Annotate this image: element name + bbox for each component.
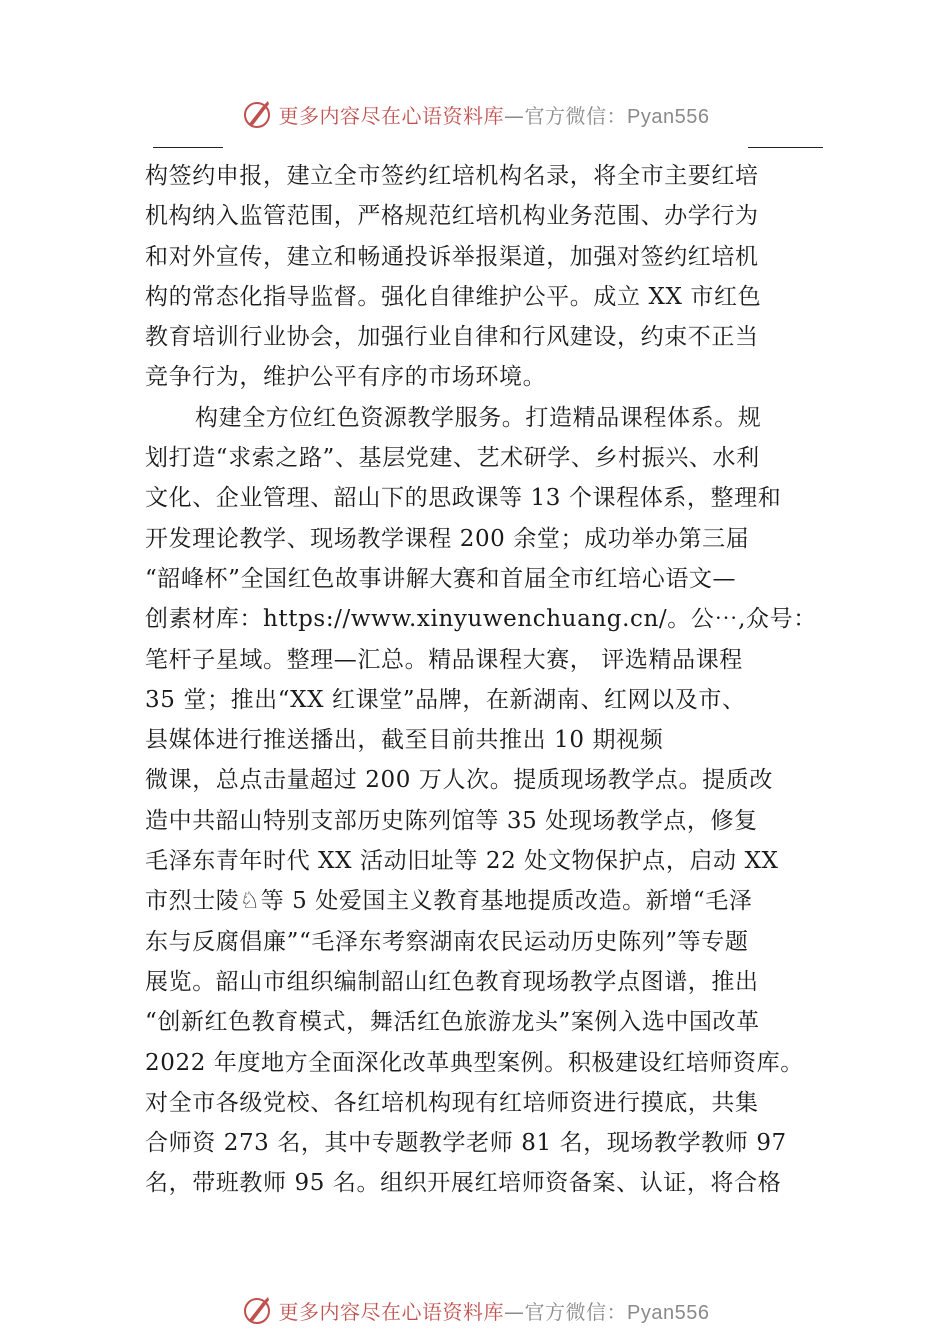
footer-wechat-label: 官方微信： [524,1299,628,1324]
body-line: 毛泽东青年时代 XX 活动旧址等 22 处文物保护点，启动 XX [145,848,779,875]
header-wechat-id: Pyan556 [627,105,710,128]
footer-banner [0,1292,950,1328]
document-body [145,156,815,1204]
body-line: 2022 年度地方全面深化改革典型案例。积极建设红培师资库。 [145,1049,804,1076]
body-line-paragraph-start: 构建全方位红色资源教学服务。打造精品课程体系。规 [195,404,762,431]
body-line: 东与反腐倡廉”“毛泽东考察湖南农民运动历史陈列”等专题 [145,928,749,955]
header-brand: 更多内容尽在心语资料库 [278,103,505,128]
body-line: 文化、企业管理、韶山下的思政课等 13 个课程体系，整理和 [145,485,782,512]
body-line: 合师资 273 名，其中专题教学老师 81 名，现场教学教师 97 [145,1130,787,1157]
body-line: “创新红色教育模式，舞活红色旅游龙头”案例入选中国改革 [145,1009,760,1036]
body-line: 构的常态化指导监督。强化自律维护公平。成立 XX 市红色 [145,283,762,310]
footer-wechat-id: Pyan556 [627,1301,710,1324]
body-line: 笔杆子星域。整理—汇总。精品课程大赛， 评选精品课程 [145,646,743,673]
header-rule-left [153,147,223,148]
body-line: 开发理论教学、现场教学课程 200 余堂；成功举办第三届 [145,525,750,552]
body-line: 对全市各级党校、各红培机构现有红培师资进行摸底，共集 [145,1089,759,1116]
quill-logo-icon [241,98,273,130]
body-line: 微课，总点击量超过 200 万人次。提质现场教学点。提质改 [145,767,773,794]
body-line: “韶峰杯”全国红色故事讲解大赛和首届全市红培心语文— [145,565,737,592]
footer-brand: 更多内容尽在心语资料库 [278,1299,505,1324]
body-line: 教育培训行业协会，加强行业自律和行风建设，约束不正当 [145,324,759,351]
body-line: 和对外宣传，建立和畅通投诉举报渠道，加强对签约红培机 [145,243,759,270]
body-line: 县媒体进行推送播出，截至目前共推出 10 期视频 [145,727,664,754]
footer-separator: — [504,1299,525,1324]
footer-banner-text [279,1296,710,1325]
header-rule-right [748,147,823,148]
header-banner [0,96,950,132]
body-line: 名，带班教师 95 名。组织开展红培师资备案、认证，将合格 [145,1170,782,1197]
body-line: 构签约申报，建立全市签约红培机构名录，将全市主要红培 [145,163,759,189]
header-wechat-label: 官方微信： [524,103,628,128]
header-separator: — [504,103,525,128]
body-line: 创素材库：https://www.xinyuwenchuang.cn/。公⋯,众号： [145,606,817,633]
body-line: 市烈士陵♘等 5 处爱国主义教育基地提质改造。新增“毛泽 [145,888,753,915]
body-line: 机构纳入监管范围，严格规范红培机构业务范围、办学行为 [145,203,759,230]
body-line: 展览。韶山市组织编制韶山红色教育现场教学点图谱，推出 [145,968,759,995]
body-line: 造中共韶山特别支部历史陈列馆等 35 处现场教学点，修复 [145,807,758,834]
header-banner-text [279,100,710,129]
body-line: 划打造“求索之路”、基层党建、艺术研学、乡村振兴、水利 [145,445,760,472]
quill-logo-icon [241,1294,273,1326]
body-line: 竞争行为，维护公平有序的市场环境。 [145,364,547,391]
body-line: 35 堂；推出“XX 红课堂”品牌，在新湖南、红网以及市、 [145,686,746,713]
